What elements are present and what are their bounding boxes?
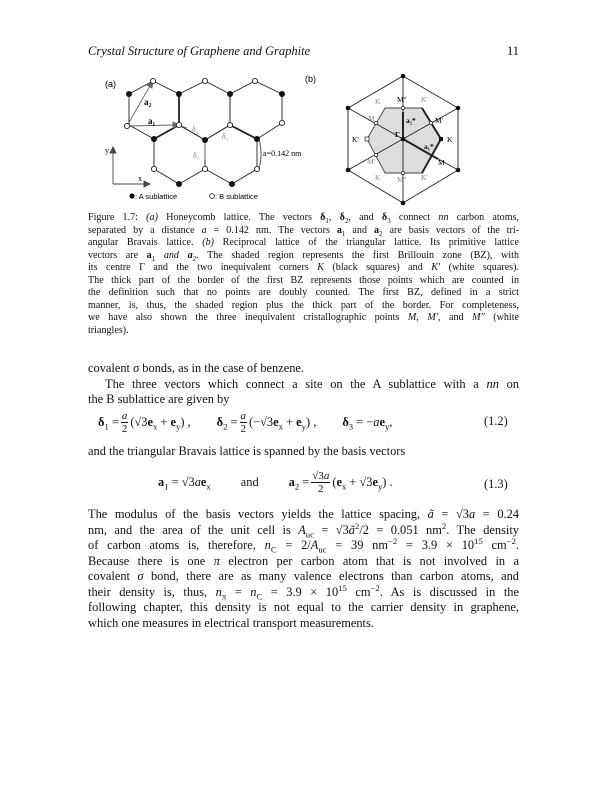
caption-line: the definition such that no points are doubly counted. The first BZ, defined in a strict xyxy=(88,287,519,298)
eq-a2-rhs: $(e_x + √3e_y)$ . xyxy=(332,475,393,492)
caption-line: separated by a distance a = 0.142 nm. The vectors $a_1$ and $a_2$ are basis vectors of the tri- xyxy=(88,224,520,238)
body-line: of carbon atoms is, therefore, $n_C = 2/A_{uc} = 39$ $nm^{-2} = 3.9 \times 10^{15}$ $cm^{-2}$. xyxy=(88,535,520,555)
eq-delta2-rhs: $(-√3e_x + e_y)$ , xyxy=(249,415,317,432)
delta1-label: δ₁ xyxy=(222,132,229,141)
eq-a1: $a_1 = √3ae_x$ xyxy=(158,475,211,492)
equation-1-2 xyxy=(98,410,392,435)
body-line: The three vectors which connect a site on the A sublattice with a nn on xyxy=(105,376,519,391)
caption-line: we have also shown the three inequivalent cristallographic points M, M′, and M″ (white xyxy=(88,312,519,323)
body-line: The modulus of the basis vectors yields the lattice spacing, ã = √3a = 0.24 xyxy=(88,507,520,521)
eq-den: 2 xyxy=(121,423,128,435)
delta2-label: δ₂ xyxy=(192,125,199,134)
caption-line: Figure 1.7: (a) Honeycomb lattice. The vectors $\delta_1$, $\delta_2$, and $\delta_3$ connect nn carbon atoms, xyxy=(88,212,519,226)
eq-delta2-lhs: $\delta_2$ = xyxy=(216,415,238,432)
k-label-right: K xyxy=(447,135,453,144)
running-header-title: Crystal Structure of Graphene and Graphite xyxy=(88,44,311,58)
legend-b-label: : B sublattice xyxy=(215,192,258,201)
a1-label: a₁ xyxy=(148,116,156,126)
equation-1-3 xyxy=(158,470,393,495)
m-label-left: M xyxy=(368,114,375,123)
body-line: nm, and the area of the unit cell is $A_{uc}$ = $√3ã^2/2 = 0.051$ $nm^2$. The density xyxy=(88,520,519,539)
body-line: Because there is one π electron per carbon atom that is not involved in a xyxy=(88,553,519,568)
figure-1-7 xyxy=(0,0,612,210)
a1-star-label: a₁* xyxy=(424,142,434,151)
caption-line: manner, is, thus, the shaded region plus the thick part of the border. For completeness, xyxy=(88,299,519,311)
lattice-vectors xyxy=(127,81,205,160)
eq-delta1-rhs: $(√3e_x + e_y)$ , xyxy=(130,415,191,432)
delta3-label: δ₃ xyxy=(193,151,200,160)
body-line: which one measures in electrical transport measurements. xyxy=(88,615,374,630)
eq-fraction xyxy=(121,410,129,435)
caption-line: triangles). xyxy=(88,324,129,336)
legend-a-marker xyxy=(129,193,134,198)
caption-line: The thick part of the border of the first BZ represents those points which are counted in xyxy=(88,274,519,286)
eq-den: 2 xyxy=(318,483,324,495)
page-number: 11 xyxy=(507,44,520,58)
kp-label-top: K' xyxy=(421,95,428,104)
bond-length-label: a=0.142 nm xyxy=(263,149,302,158)
legend-a-label: : A sublattice xyxy=(135,192,178,201)
mp-label-left: M' xyxy=(367,157,376,166)
equation-number-1-3: (1.3) xyxy=(484,477,508,491)
equation-number-1-2: (1.2) xyxy=(484,414,508,428)
eq-fraction xyxy=(240,410,248,435)
mpp-label-bottom: M'' xyxy=(397,175,407,184)
eq-and: and xyxy=(240,475,259,489)
kp-label-bottom: K' xyxy=(421,173,428,182)
caption-line: angular Bravais lattice. (b) Reciprocal lattice of the triangular lattice. Its primitive lattice xyxy=(88,237,520,248)
eq-den: 2 xyxy=(240,423,247,435)
gamma-label: Γ xyxy=(395,130,400,139)
body-line: covalent σ bonds, as in the case of benzene. xyxy=(88,361,305,375)
panel-b-label: (b) xyxy=(305,74,316,84)
kp-label-left: K' xyxy=(352,135,359,144)
eq-a2-lhs: $a_2$ = xyxy=(288,475,310,492)
a2-label: a₂ xyxy=(144,97,152,107)
m-label-right: M xyxy=(438,158,445,167)
body-line: following chapter, this density is not equal to the carrier density in graphene, xyxy=(88,600,519,614)
body-line: the B sublattice are given by xyxy=(88,392,230,406)
body-line: their density is, thus, $n_\pi = n_C = 3.9 \times 10^{15}$ $cm^{-2}$. As is discussed in the xyxy=(88,582,519,601)
mpp-label-top: M'' xyxy=(397,95,407,104)
axis-y-label: y xyxy=(105,146,109,155)
a2-star-label: a₂* xyxy=(406,116,416,125)
eq-delta3: $\delta_3 = -ae_y$, xyxy=(342,415,393,432)
eq-delta1-lhs: $\delta_1$ = xyxy=(98,415,119,432)
mp-label-right: M' xyxy=(435,116,444,125)
eq-num: a xyxy=(240,410,247,422)
k-label-top: K xyxy=(375,97,381,106)
eq-num: √3a xyxy=(312,470,330,482)
k-label-bottom: K xyxy=(375,173,381,182)
legend-b-marker xyxy=(210,194,215,199)
panel-a-label: (a) xyxy=(105,79,116,89)
body-line: covalent σ bond, there are as many valence electrons than carbon atoms, and xyxy=(88,569,520,583)
axis-x-label: x xyxy=(138,174,142,183)
eq-fraction xyxy=(311,470,330,495)
caption-line: vectors are $a_1$ and $a_2$. The shaded region represents the first Brillouin zone (BZ), with xyxy=(88,249,519,263)
body-line: and the triangular Bravais lattice is spanned by the basis vectors xyxy=(88,444,406,458)
eq-num: a xyxy=(121,410,128,422)
caption-line: its centre Γ and the two inequivalent corners K (black squares) and K′ (white squares). xyxy=(88,262,519,273)
